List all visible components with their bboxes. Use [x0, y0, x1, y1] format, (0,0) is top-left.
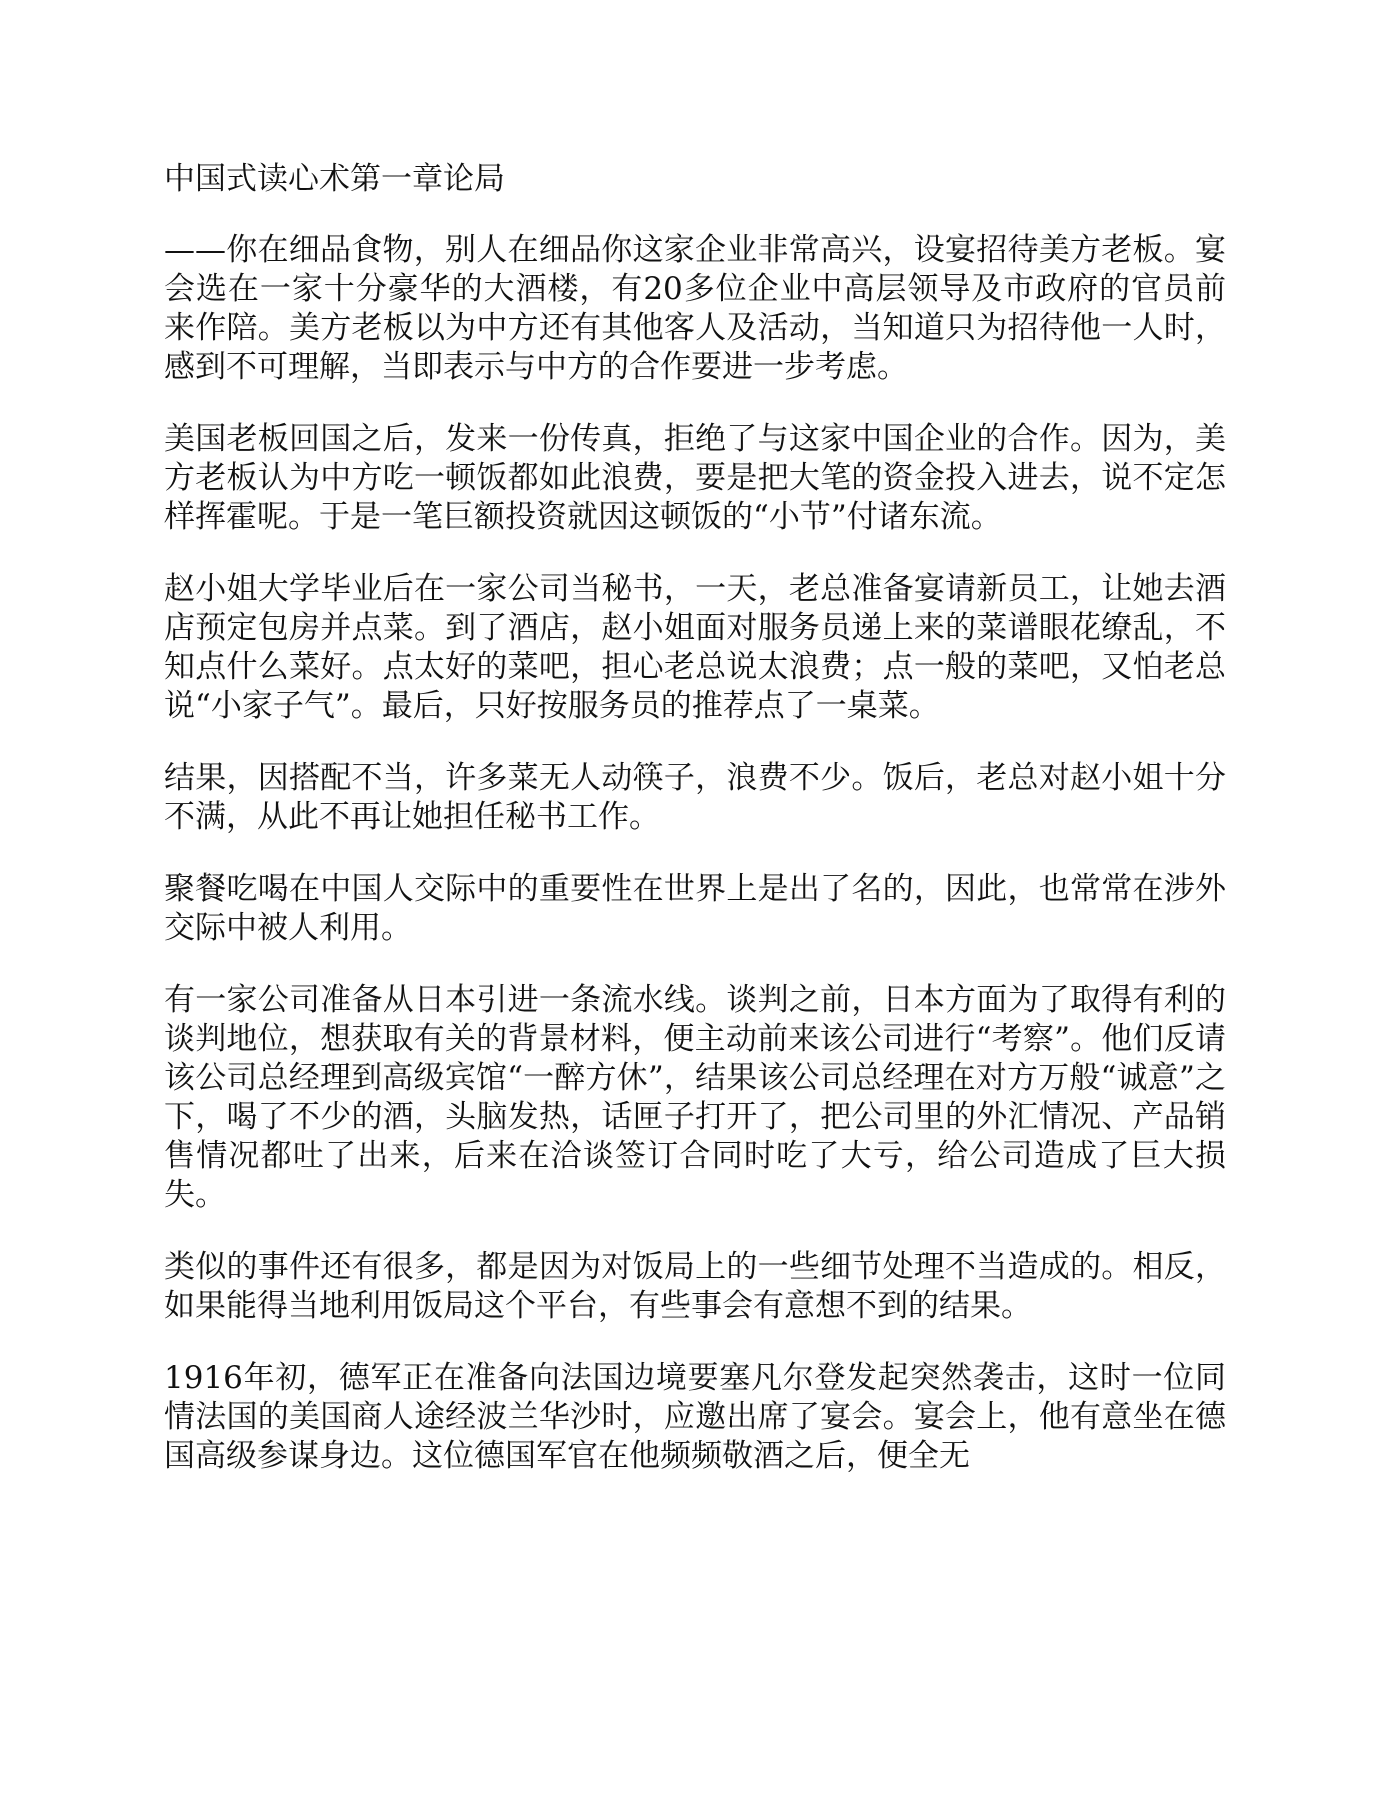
paragraph-8: 1916年初，德军正在准备向法国边境要塞凡尔登发起突然袭击，这时一位同情法国的美国商人途经波兰华沙时，应邀出席了宴会。宴会上，他有意坐在德国高级参谋身边。这位德国军官在他频频敬酒之后，便全无 [164, 1360, 1226, 1474]
paragraph-1: ——你在细品食物，别人在细品你这家企业非常高兴，设宴招待美方老板。宴会选在一家十分豪华的大酒楼，有20多位企业中高层领导及市政府的官员前来作陪。美方老板以为中方还有其他客人及活动，当知道只为招待他一人时，感到不可理解，当即表示与中方的合作要进一步考虑。 [164, 232, 1226, 385]
paragraph-6: 有一家公司准备从日本引进一条流水线。谈判之前，日本方面为了取得有利的谈判地位，想获取有关的背景材料，便主动前来该公司进行“考察”。他们反请该公司总经理到高级宾馆“一醉方休”，结果该公司总经理在对方万般“诚意”之下，喝了不少的酒，头脑发热，话匣子打开了，把公司里的外汇情况、产品销售情况都吐了出来，后来在洽谈签订合同时吃了大亏，给公司造成了巨大损失。 [164, 982, 1226, 1213]
paragraph-3: 赵小姐大学毕业后在一家公司当秘书，一天，老总准备宴请新员工，让她去酒店预定包房并点菜。到了酒店，赵小姐面对服务员递上来的菜谱眼花缭乱，不知点什么菜好。点太好的菜吧，担心老总说太浪费；点一般的菜吧，又怕老总说“小家子气”。最后，只好按服务员的推荐点了一桌菜。 [164, 571, 1226, 724]
paragraph-7: 类似的事件还有很多，都是因为对饭局上的一些细节处理不当造成的。相反，如果能得当地利用饭局这个平台，有些事会有意想不到的结果。 [164, 1249, 1226, 1324]
paragraph-5: 聚餐吃喝在中国人交际中的重要性在世界上是出了名的，因此，也常常在涉外交际中被人利用。 [164, 871, 1226, 946]
paragraph-4: 结果，因搭配不当，许多菜无人动筷子，浪费不少。饭后，老总对赵小姐十分不满，从此不再让她担任秘书工作。 [164, 760, 1226, 835]
document-title: 中国式读心术第一章论局 [164, 161, 505, 197]
paragraph-2: 美国老板回国之后，发来一份传真，拒绝了与这家中国企业的合作。因为，美方老板认为中方吃一顿饭都如此浪费，要是把大笔的资金投入进去，说不定怎样挥霍呢。于是一笔巨额投资就因这顿饭的“小节”付诸东流。 [164, 421, 1226, 535]
document-page [164, 160, 1226, 1509]
